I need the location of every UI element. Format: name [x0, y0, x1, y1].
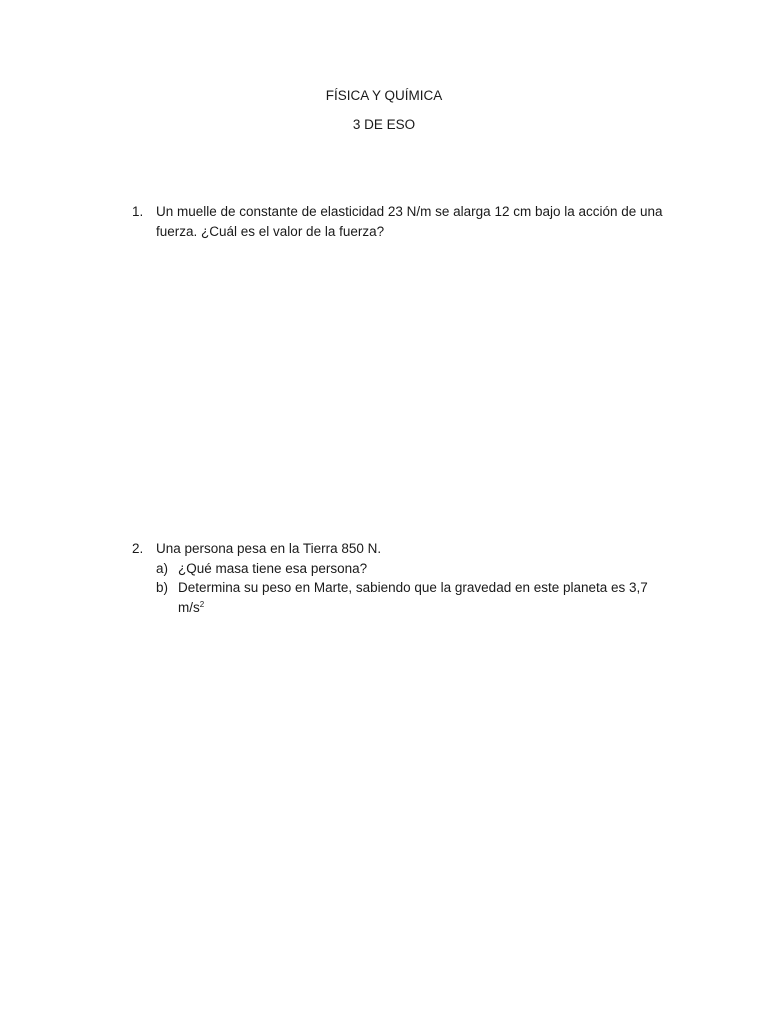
question-2-text: Una persona pesa en la Tierra 850 N.: [156, 541, 382, 556]
question-2-row: [132, 539, 672, 559]
question-1-text: Un muelle de constante de elasticidad 23 N/m se alarga 12 cm bajo la acción de una fuerza. ¿Cuál es el valor de la fuerza?: [156, 204, 663, 239]
part-a-letter: a): [156, 560, 169, 576]
question-2: [132, 539, 672, 617]
part-b-text: Determina su peso en Marte, sabiendo que la gravedad en este planeta es 3,7 m/s: [178, 580, 648, 615]
question-2-part-a: [132, 559, 672, 579]
question-2-part-b: [132, 578, 672, 617]
part-a-text: ¿Qué masa tiene esa persona?: [178, 560, 368, 576]
part-b-letter: b): [156, 580, 169, 595]
question-2-number: 2.: [132, 541, 144, 556]
part-b-superscript: 2: [199, 599, 205, 609]
question-1-row: [132, 202, 672, 241]
document-title: FÍSICA Y QUÍMICA: [325, 88, 443, 103]
question-1: [132, 202, 672, 241]
question-1-number: 1.: [132, 204, 144, 219]
document-subtitle: 3 DE ESO: [352, 117, 416, 132]
